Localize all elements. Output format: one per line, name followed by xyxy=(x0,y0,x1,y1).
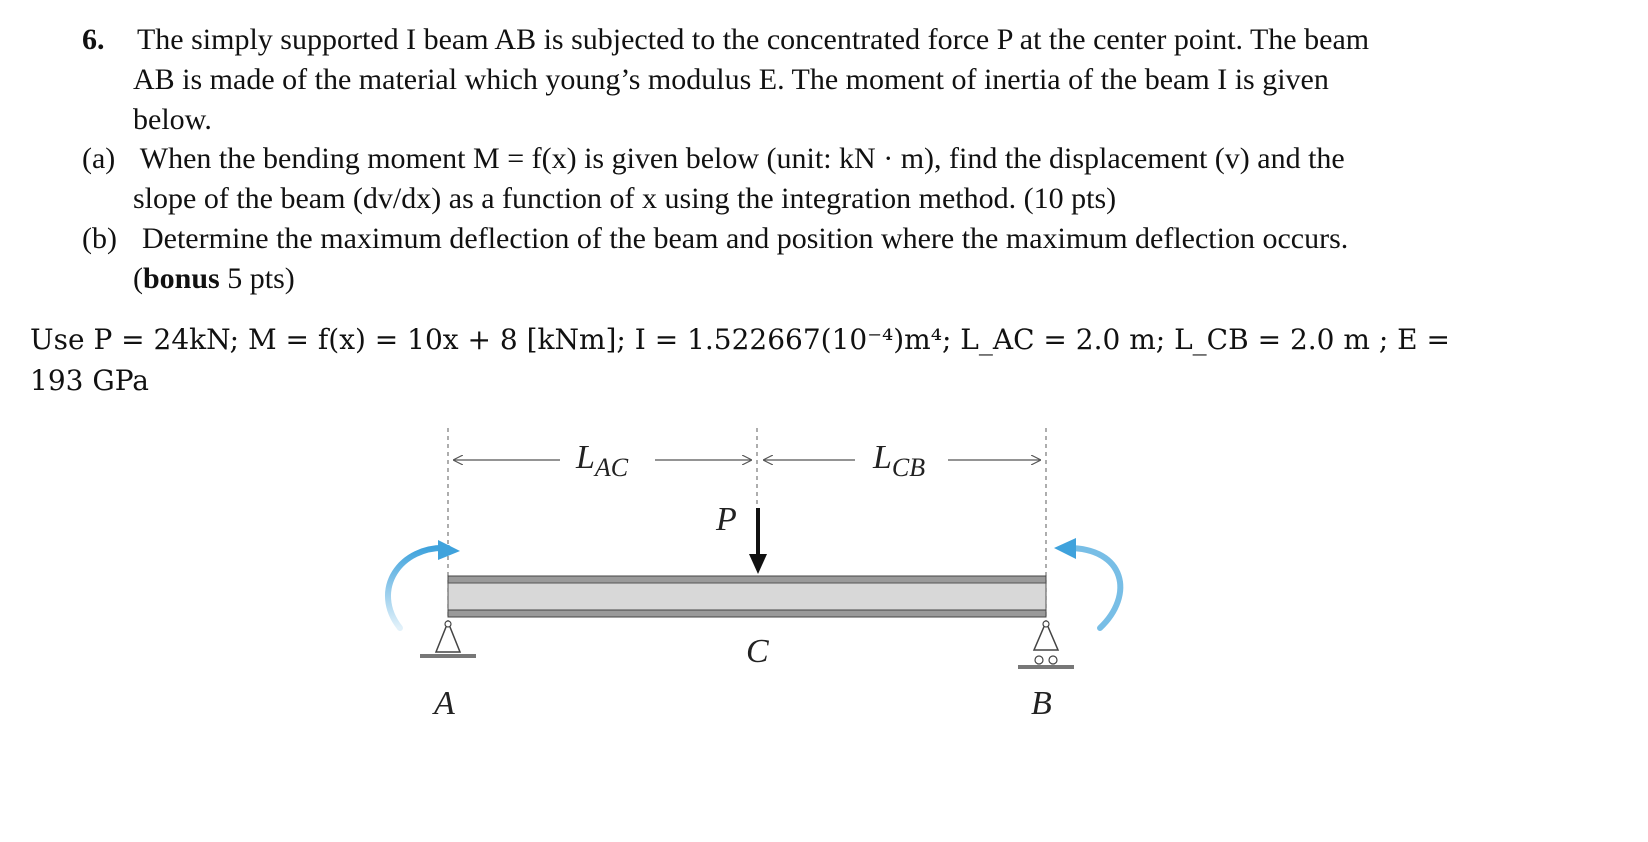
moment-arrow-a-head xyxy=(438,540,460,560)
given-text-1: Use P = 24kN; M = f(x) = 10x + 8 [kNm]; I = 1.522667(10⁻⁴)m⁴; L_AC = 2.0 m; L_CB = 2.0 m ; E = xyxy=(30,323,1450,356)
part-a-text-1: When the bending moment M = f(x) is given below (unit: kN · m), find the displacement (v) and the xyxy=(139,142,1345,175)
part-b-bonus: bonus xyxy=(143,262,220,295)
pin-joint-b xyxy=(1043,621,1049,627)
intro-text-1: The simply supported I beam AB is subjected to the concentrated force P at the center point. The beam xyxy=(136,23,1370,56)
part-b-line-2: (bonus 5 pts) xyxy=(133,262,295,295)
part-b-pts: 5 pts) xyxy=(227,262,295,295)
roller-wheel-left xyxy=(1035,656,1043,664)
given-text-2: 193 GPa xyxy=(30,364,149,397)
pin-joint-a xyxy=(445,621,451,627)
ground-a xyxy=(420,654,476,658)
label-b: B xyxy=(1031,685,1052,722)
part-b-text-1: Determine the maximum deflection of the beam and position where the maximum deflection occurs. xyxy=(141,222,1349,255)
beam-web xyxy=(448,583,1046,610)
moment-arrow-a-icon xyxy=(388,548,448,628)
roller-wheel-right xyxy=(1049,656,1057,664)
label-lac: $L_{AC}$ xyxy=(576,439,629,482)
part-a-text-2: slope of the beam (dv/dx) as a function of x using the integration method. (10 pts) xyxy=(133,182,1117,215)
beam-bottom-flange xyxy=(448,610,1046,617)
label-p: P xyxy=(716,501,737,538)
ground-b xyxy=(1018,665,1074,669)
label-lcb: $L_{CB}$ xyxy=(873,439,926,482)
part-a-label: (a) xyxy=(82,142,116,175)
part-b-label: (b) xyxy=(82,222,117,255)
beam-top-flange xyxy=(448,576,1046,583)
label-a: A xyxy=(434,685,455,722)
moment-arrow-b-head xyxy=(1054,538,1076,559)
moment-arrow-b-icon xyxy=(1068,548,1120,628)
intro-text-3: below. xyxy=(133,103,212,136)
force-p-arrowhead xyxy=(749,554,767,574)
label-c: C xyxy=(746,633,769,670)
problem-number: 6. xyxy=(82,23,105,56)
intro-text-2: AB is made of the material which young’s modulus E. The moment of inertia of the beam I is given xyxy=(133,63,1329,96)
